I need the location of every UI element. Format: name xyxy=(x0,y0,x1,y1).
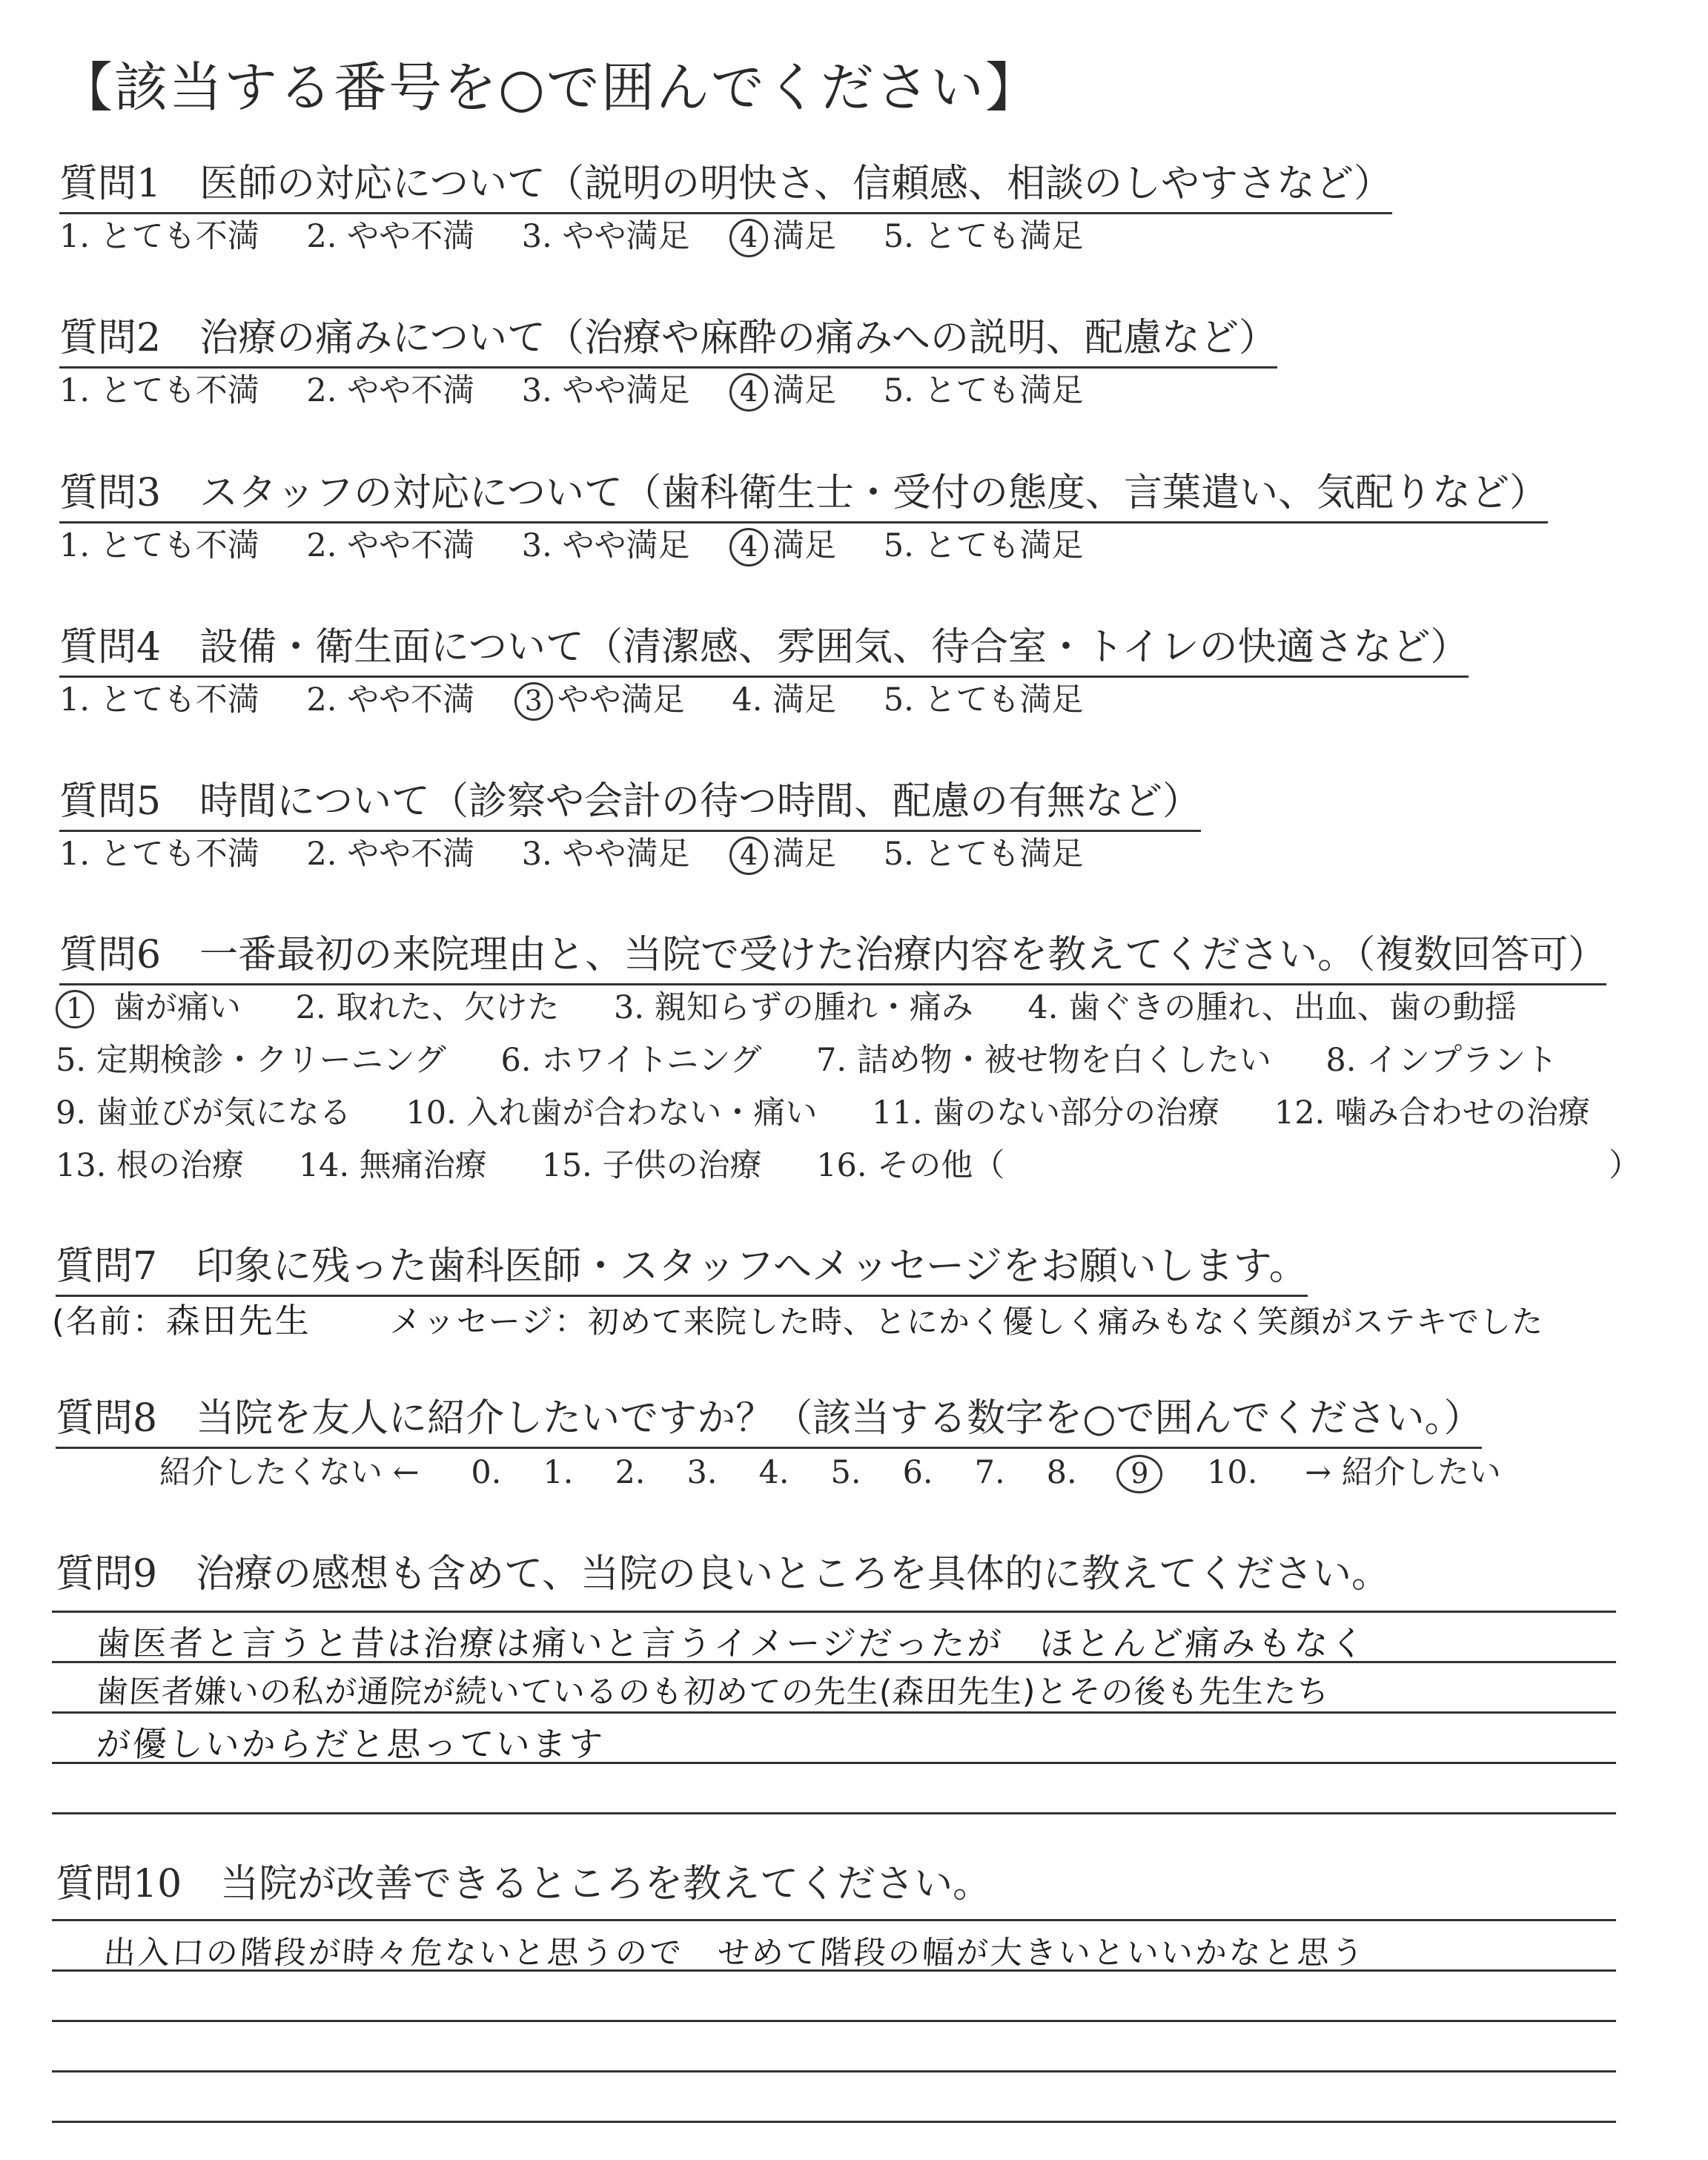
question-3-label: 質問3 スタッフの対応について（歯科衛生士・受付の態度、言葉遣い、気配りなど） xyxy=(59,461,1548,524)
q6-option-16-close: ） xyxy=(1609,1147,1641,1184)
question-5-options xyxy=(59,829,1084,875)
selection-circle: 4 xyxy=(729,373,768,412)
question-6-row-1 xyxy=(56,982,1517,1028)
q4-option-5[interactable]: 5. とても満足 xyxy=(883,681,1084,719)
q3-option-4-selected[interactable]: 4 満足 xyxy=(729,527,836,564)
question-6-label: 質問6 一番最初の来院理由と、当院で受けた治療内容を教えてください。（複数回答可） xyxy=(59,923,1606,985)
q6-option-13[interactable]: 13. 根の治療 xyxy=(56,1147,245,1184)
q10-answer-line-1[interactable]: 出入口の階段が時々危ないと思うので せめて階段の幅が大きいといいかなと思う xyxy=(102,1935,1367,1972)
answer-line xyxy=(52,2121,1616,2123)
question-1-label: 質問1 医師の対応について（説明の明快さ、信頼感、相談のしやすさなど） xyxy=(59,152,1392,214)
question-2-label: 質問2 治療の痛みについて（治療や麻酔の痛みへの説明、配慮など） xyxy=(59,306,1277,369)
q8-option-1[interactable]: 1. xyxy=(543,1454,574,1491)
question-3-options xyxy=(59,521,1084,567)
question-6-row-3 xyxy=(56,1088,1590,1133)
answer-line xyxy=(52,1611,1616,1613)
question-6-row-2 xyxy=(56,1035,1558,1080)
selection-circle: 4 xyxy=(729,836,768,875)
q7-message-prefix: メッセージ： xyxy=(389,1304,588,1341)
q1-option-5[interactable]: 5. とても満足 xyxy=(883,218,1084,255)
question-7-label: 質問7 印象に残った歯科医師・スタッフへメッセージをお願いします。 xyxy=(56,1235,1308,1297)
q9-answer-line-1[interactable]: 歯医者と言うと昔は治療は痛いと言うイメージだったが ほとんど痛みもなく xyxy=(95,1623,1368,1663)
answer-line xyxy=(52,1919,1616,1921)
selection-circle: 4 xyxy=(729,219,768,257)
q5-option-1[interactable]: 1. とても不満 xyxy=(59,836,259,873)
q3-option-3[interactable]: 3. やや満足 xyxy=(521,527,690,564)
q8-left-label: 紹介したくない ← xyxy=(159,1454,420,1491)
q1-option-1[interactable]: 1. とても不満 xyxy=(59,218,259,255)
q6-option-2[interactable]: 2. 取れた、欠けた xyxy=(295,989,560,1026)
q8-option-5[interactable]: 5. xyxy=(830,1454,861,1491)
q9-answer-line-2[interactable]: 歯医者嫌いの私が通院が続いているのも初めての先生(森田先生)とその後も先生たち xyxy=(95,1674,1331,1711)
q4-option-1[interactable]: 1. とても不満 xyxy=(59,681,259,719)
q6-option-14[interactable]: 14. 無痛治療 xyxy=(298,1147,487,1184)
answer-line xyxy=(52,2070,1616,2073)
q3-option-5[interactable]: 5. とても満足 xyxy=(883,527,1084,564)
q2-option-5[interactable]: 5. とても満足 xyxy=(883,372,1084,409)
answer-line xyxy=(52,2020,1616,2022)
selection-circle: 1 xyxy=(56,990,94,1028)
selection-circle: 4 xyxy=(729,528,768,567)
q5-option-2[interactable]: 2. やや不満 xyxy=(306,836,475,873)
q5-option-3[interactable]: 3. やや満足 xyxy=(521,836,690,873)
q6-option-8[interactable]: 8. インプラント xyxy=(1325,1042,1558,1079)
q6-option-9[interactable]: 9. 歯並びが気になる xyxy=(56,1094,351,1132)
question-9-label: 質問9 治療の感想も含めて、当院の良いところを具体的に教えてください。 xyxy=(56,1552,1391,1596)
q6-option-15[interactable]: 15. 子供の治療 xyxy=(541,1147,762,1184)
q1-option-3[interactable]: 3. やや満足 xyxy=(521,218,690,255)
question-4-label: 質問4 設備・衛生面について（清潔感、雰囲気、待合室・トイレの快適さなど） xyxy=(59,615,1469,678)
question-2-options xyxy=(59,366,1084,412)
q1-option-4-selected[interactable]: 4 満足 xyxy=(729,218,836,255)
question-10-label: 質問10 当院が改善できるところを教えてください。 xyxy=(56,1862,992,1906)
q7-name-field[interactable]: 森田先生 xyxy=(165,1301,311,1341)
q6-option-5[interactable]: 5. 定期検診・クリーニング xyxy=(56,1042,446,1079)
q8-option-10[interactable]: 10. xyxy=(1207,1454,1258,1491)
q4-option-3-selected[interactable]: 3 やや満足 xyxy=(514,681,685,719)
question-8-label: 質問8 当院を友人に紹介したいですか？（該当する数字を○で囲んでください。） xyxy=(56,1387,1482,1449)
q6-option-1-selected[interactable]: 1 歯が痛い xyxy=(56,989,241,1026)
q8-option-3[interactable]: 3. xyxy=(686,1454,718,1491)
question-4-options xyxy=(59,675,1084,721)
selection-circle: 3 xyxy=(514,682,553,721)
answer-line xyxy=(52,1812,1616,1814)
page-title: 【該当する番号を○で囲んでください】 xyxy=(59,56,1040,119)
q8-right-label: → 紹介したい xyxy=(1305,1454,1501,1491)
question-5-label: 質問5 時間について（診察や会計の待つ時間、配慮の有無など） xyxy=(59,770,1201,832)
q8-option-0[interactable]: 0. xyxy=(471,1454,502,1491)
q6-option-16[interactable]: 16. その他（ xyxy=(816,1147,1005,1184)
q7-message-field[interactable]: 初めて来院した時、とにかく優しく痛みもなく笑顔がステキでした xyxy=(587,1304,1544,1340)
q3-option-1[interactable]: 1. とても不満 xyxy=(59,527,259,564)
q5-option-5[interactable]: 5. とても満足 xyxy=(883,836,1084,873)
q8-option-4[interactable]: 4. xyxy=(758,1454,790,1491)
q1-option-2[interactable]: 2. やや不満 xyxy=(306,218,475,255)
q6-option-12[interactable]: 12. 噛み合わせの治療 xyxy=(1274,1094,1590,1132)
q4-option-4[interactable]: 4. 満足 xyxy=(732,681,837,719)
question-8-scale xyxy=(159,1447,1501,1493)
q8-option-7[interactable]: 7. xyxy=(974,1454,1005,1491)
q2-option-1[interactable]: 1. とても不満 xyxy=(59,372,259,409)
question-6-row-4 xyxy=(56,1140,1004,1186)
q8-option-9-selected[interactable] xyxy=(1116,1454,1167,1491)
q8-option-6[interactable]: 6. xyxy=(902,1454,933,1491)
q8-option-2[interactable]: 2. xyxy=(615,1454,646,1491)
q2-option-4-selected[interactable]: 4 満足 xyxy=(729,372,836,409)
q4-option-2[interactable]: 2. やや不満 xyxy=(306,681,475,719)
q6-option-10[interactable]: 10. 入れ歯が合わない・痛い xyxy=(406,1094,818,1132)
q5-option-4-selected[interactable]: 4 満足 xyxy=(729,836,836,873)
q3-option-2[interactable]: 2. やや不満 xyxy=(306,527,475,564)
q8-number-list xyxy=(429,1454,1076,1491)
q8-option-8[interactable]: 8. xyxy=(1046,1454,1077,1491)
q7-name-prefix: (名前： xyxy=(52,1304,166,1341)
question-7-answer xyxy=(52,1294,1543,1343)
q6-option-6[interactable]: 6. ホワイトニング xyxy=(500,1042,762,1079)
q6-option-11[interactable]: 11. 歯のない部分の治療 xyxy=(872,1094,1220,1132)
q6-option-4[interactable]: 4. 歯ぐきの腫れ、出血、歯の動揺 xyxy=(1027,989,1517,1026)
q2-option-2[interactable]: 2. やや不満 xyxy=(306,372,475,409)
q9-answer-line-3[interactable]: が優しいからだと思っています xyxy=(95,1724,606,1764)
q6-option-7[interactable]: 7. 詰め物・被せ物を白くしたい xyxy=(816,1042,1271,1079)
question-1-options xyxy=(59,211,1084,257)
q2-option-3[interactable]: 3. やや満足 xyxy=(521,372,690,409)
q6-option-3[interactable]: 3. 親知らずの腫れ・痛み xyxy=(614,989,973,1026)
selection-circle: 9 xyxy=(1116,1455,1162,1493)
